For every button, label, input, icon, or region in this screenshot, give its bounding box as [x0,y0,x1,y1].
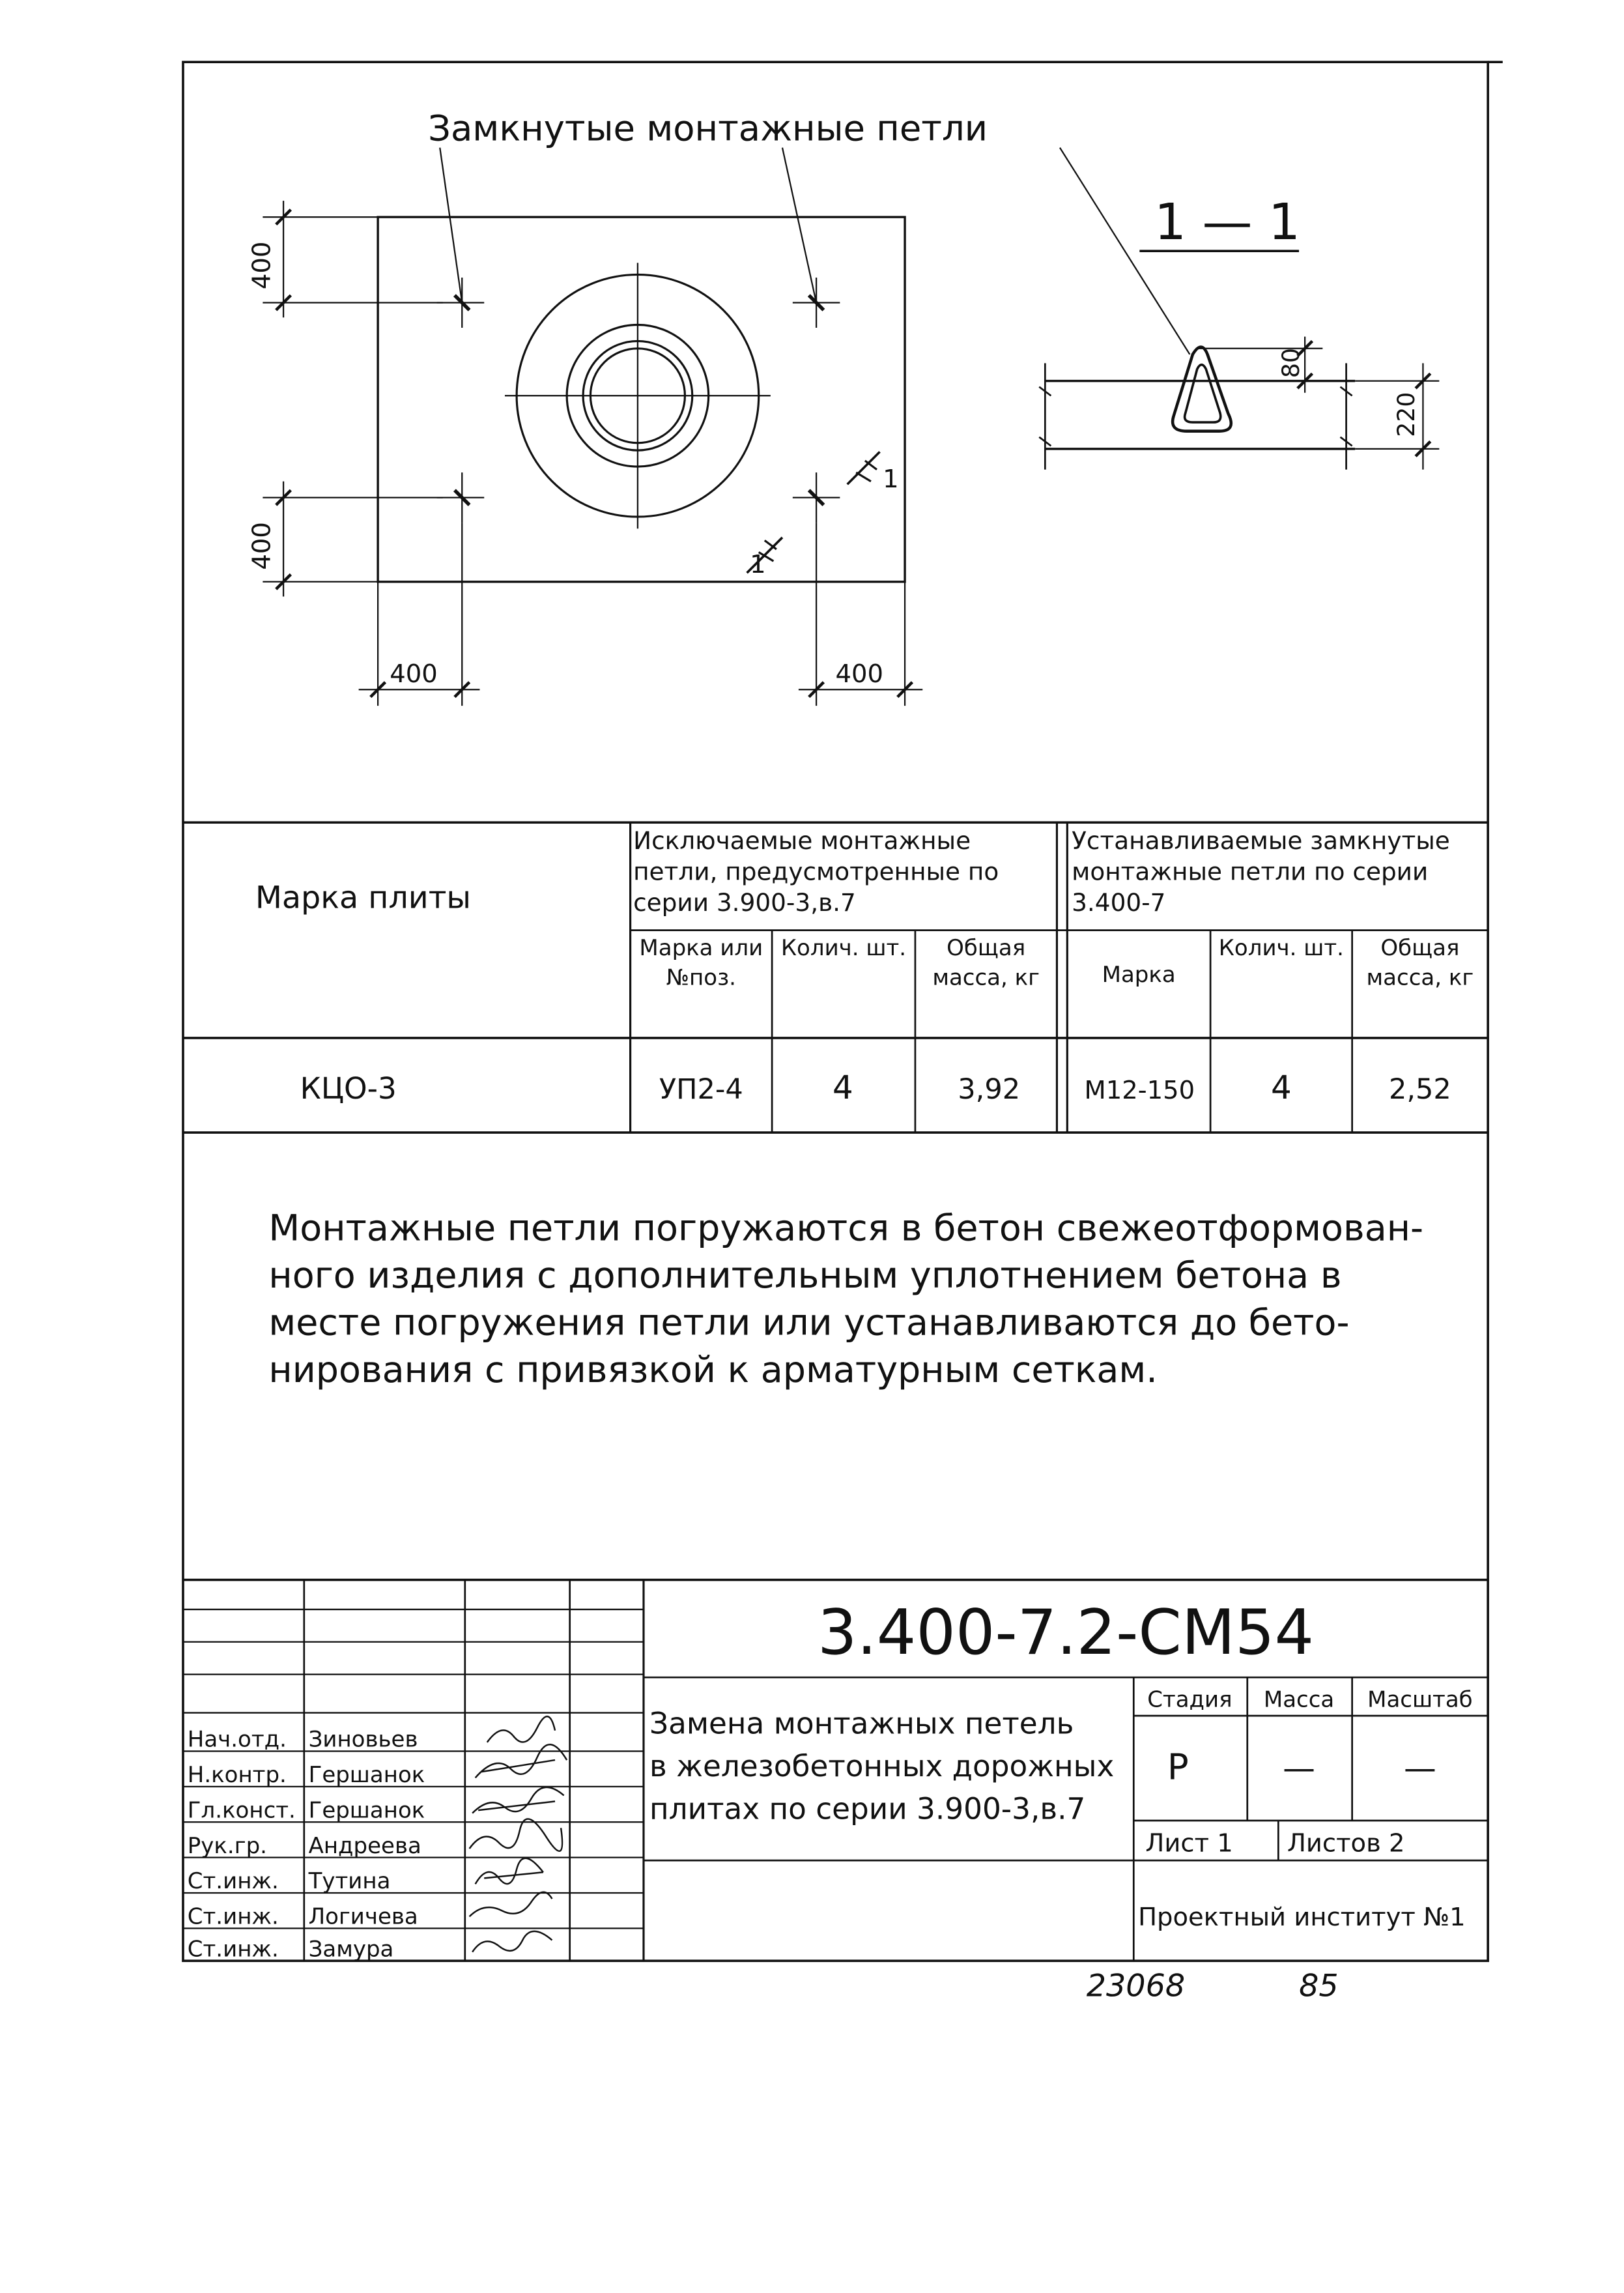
cell-excluded-mass: 3,92 [958,1073,1021,1106]
sig-name: Логичева [308,1903,418,1930]
sig-name: Гершанок [308,1762,425,1789]
note-line: месте погружения петли или устанавливаются до бето- [268,1301,1350,1344]
table-header-slab-mark [255,880,471,916]
section-cut-label-lower: 1 [750,550,766,580]
note-line: Монтажные петли погружаются в бетон свежеотформован- [268,1207,1424,1250]
sig-name: Зиновьев [308,1726,418,1753]
title-line: в железобетонных дорожных [649,1748,1115,1783]
dim-bottom-left-horizontal: 400 [390,659,438,689]
footer-number: 23068 [1086,1968,1186,2004]
slab-plan-view [248,108,1190,706]
sub-excluded-mass: Общая масса, кг [932,934,1040,991]
institute-name: Проектный институт №1 [1138,1902,1466,1932]
spec-table [183,822,1488,1132]
stage-header: Стадия [1147,1686,1232,1713]
sig-name: Замура [308,1936,394,1963]
scale-value: — [1403,1749,1436,1787]
cell-excluded-mark: УП2-4 [659,1073,743,1106]
sig-role: Рук.гр. [187,1832,267,1859]
sub-excluded-mark: Марка или №поз. [639,934,763,991]
title-block [183,1580,1488,1963]
sub-excluded-qty: Колич. шт. [780,934,907,962]
loop-mark [437,472,485,523]
cell-installed-qty: 4 [1271,1068,1292,1106]
dim-bottom-right-horizontal: 400 [835,659,884,689]
note-block [268,1207,1423,1391]
scale-header: Масштаб [1367,1686,1473,1713]
group-excluded-header: Исключаемые монтажные петли, предусмотренные по серии 3.900-3,в.7 [633,826,999,917]
document-code: 3.400-7.2-СМ54 [818,1596,1315,1669]
loops-callout-label: Замкнутые монтажные петли [428,108,988,149]
sheets-label: Листов 2 [1287,1828,1405,1858]
group-installed-header: Устанавливаемые замкнутые монтажные петли по серии 3.400-7 [1072,826,1450,917]
section-view [1039,193,1439,469]
sheet-label: Лист 1 [1145,1828,1233,1858]
loop-mark [437,278,485,328]
sub-installed-mark: Марка [1102,961,1176,988]
cell-installed-mass: 2,52 [1388,1073,1451,1106]
dim-top-left-vertical: 400 [247,241,277,290]
dimension-left-bottom [248,482,443,597]
stage-value: Р [1167,1746,1189,1788]
sig-role: Нач.отд. [187,1726,287,1753]
note-line: ного изделия с дополнительным уплотнением бетона в [268,1254,1342,1297]
dim-section-loop-height: 80 [1277,347,1305,379]
mass-header: Масса [1263,1686,1335,1713]
title-line: плитах по серии 3.900-3,в.7 [649,1791,1086,1826]
cell-installed-mark: М12-150 [1084,1075,1195,1105]
dim-section-slab-height: 220 [1391,392,1420,437]
note-line: нирования с привязкой к арматурным сеткам. [268,1348,1158,1391]
title-line: Замена монтажных петель [649,1706,1074,1741]
loop-mark [793,472,840,523]
sig-role: Н.контр. [187,1762,287,1789]
sig-role: Ст.инж. [187,1936,279,1963]
section-cut-marker [747,452,899,579]
sub-installed-qty: Колич. шт. [1218,934,1344,962]
footer-page: 85 [1299,1968,1339,2004]
table-header-slab-mark-text: Марка плиты [255,880,472,916]
sig-role: Ст.инж. [187,1903,279,1930]
cell-slab-mark: КЦО-3 [300,1071,397,1106]
sig-role: Гл.конст. [187,1797,296,1824]
sig-name: Тутина [308,1868,391,1895]
sub-installed-mass: Общая масса, кг [1366,934,1474,991]
sig-name: Гершанок [308,1797,425,1824]
cell-excluded-qty: 4 [833,1068,853,1106]
loop-profile [1173,347,1231,431]
dimension-left-top [248,201,443,317]
sig-name: Андреева [308,1832,421,1859]
sig-role: Ст.инж. [187,1868,279,1895]
dim-bottom-left-vertical: 400 [247,522,277,570]
section-cut-label-upper: 1 [883,464,899,494]
mass-value: — [1283,1749,1316,1787]
section-title: 1 — 1 [1154,193,1301,252]
